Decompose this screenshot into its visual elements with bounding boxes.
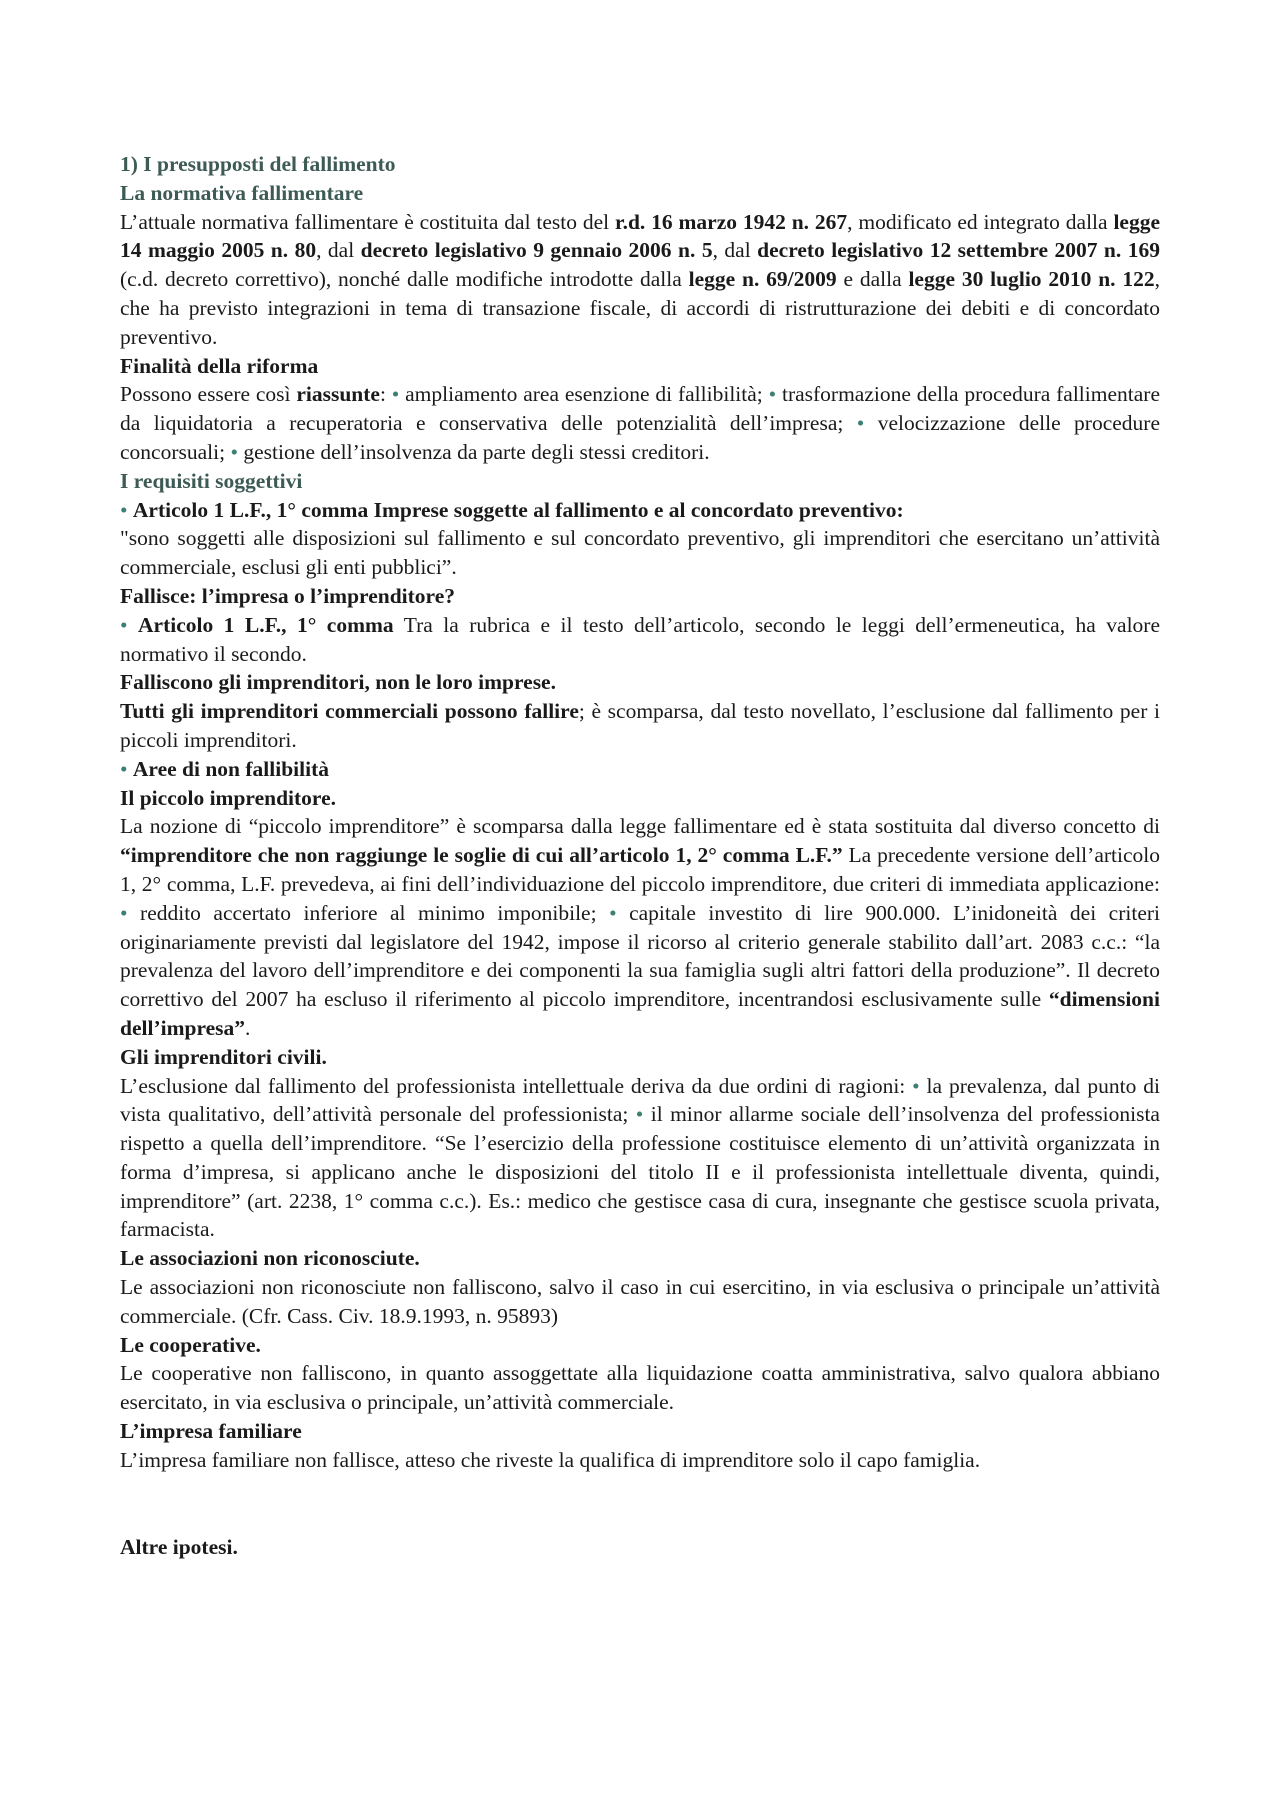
paragraph-familiare: L’impresa familiare non fallisce, atteso che riveste la qualifica di imprenditore solo il capo famiglia. bbox=[120, 1447, 981, 1472]
bullet-icon: • bbox=[230, 439, 238, 464]
paragraph-quote: "sono soggetti alle disposizioni sul fallimento e sul concordato preventivo, gli imprenditori che esercitano un’attività commerciale, esclusi gli enti pubblici”. bbox=[120, 526, 1160, 580]
bullet-icon: • bbox=[120, 497, 128, 522]
heading-normativa: La normativa fallimentare bbox=[120, 180, 364, 205]
paragraph-associazioni: Le associazioni non riconosciute non falliscono, salvo il caso in cui esercitino, in via esclusiva o principale un’attività commerciale. (Cfr. Cass. Civ. 18.9.1993, n. 95893) bbox=[120, 1275, 1160, 1328]
paragraph-piccolo: La nozione di “piccolo imprenditore” è scomparsa dalla legge fallimentare ed è stata sostituita dal diverso concetto di “imprenditore che non raggiunge le soglie di cui all’articolo 1, 2° comma L.F.” La precedente versione dell’articolo 1, 2° comma, L.F. prevedeva, ai fini dell’individuazione del piccolo imprenditore, due criteri di immediata applicazione: • reddito accertato inferiore al minimo imponibile; • capitale investito di lire 900.000. L’inidoneità dei criteri originariamente previsti dal legislatore del 1942, impose il ricorso al criterio generale stabilito dall’art. 2083 c.c.: “la prevalenza del lavoro dell’imprenditore e dei componenti la sua famiglia sugli altri fattori della produzione”. Il decreto correttivo del 2007 ha escluso il riferimento al piccolo imprenditore, incentrandosi esclusivamente sulle “dimensioni dell’impresa”. bbox=[120, 814, 1160, 1040]
bullet-icon: • bbox=[391, 382, 400, 407]
heading-finalita: Finalità della riforma bbox=[120, 353, 319, 378]
paragraph-aree: • Aree di non fallibilità bbox=[120, 756, 330, 781]
heading-altre: Altre ipotesi. bbox=[120, 1534, 238, 1559]
spacer bbox=[120, 1475, 1160, 1533]
paragraph-articolo-1b: • Articolo 1 L.F., 1° comma Tra la rubrica e il testo dell’articolo, secondo le leggi dell’ermeneutica, ha valore normativo il secondo. bbox=[120, 612, 1160, 666]
heading-familiare: L’impresa familiare bbox=[120, 1419, 302, 1444]
bullet-icon: • bbox=[768, 382, 777, 407]
bullet-icon: • bbox=[120, 612, 128, 637]
bullet-icon: • bbox=[120, 900, 128, 925]
heading-falliscono: Falliscono gli imprenditori, non le loro imprese. bbox=[120, 670, 556, 695]
paragraph-tutti: Tutti gli imprenditori commerciali possono fallire; è scomparsa, dal testo novellato, l’esclusione dal fallimento per i piccoli imprenditori. bbox=[120, 699, 1160, 752]
paragraph-finalita: Possono essere così riassunte: • ampliamento area esenzione di fallibilità; • trasformazione della procedura fallimentare da liquidatoria a recuperatoria e conservativa delle potenzialità dell’impresa; • velocizzazione delle procedure concorsuali; • gestione dell’insolvenza da parte degli stessi creditori. bbox=[120, 382, 1160, 464]
paragraph-civili: L’esclusione dal fallimento del professionista intellettuale deriva da due ordini di ragioni: • la prevalenza, dal punto di vista qualitativo, dell’attività personale del professionista; • il minor allarme sociale dell’insolvenza del professionista rispetto a quella dell’imprenditore. “Se l’esercizio della professione costituisce elemento di un’attività organizzata in forma d’impresa, si applicano anche le disposizioni del titolo II e il professionista intellettuale diventa, quindi, imprenditore” (art. 2238, 1° comma c.c.). Es.: medico che gestisce casa di cura, insegnante che gestisce scuola privata, farmacista. bbox=[120, 1073, 1160, 1242]
heading-associazioni: Le associazioni non riconosciute. bbox=[120, 1246, 420, 1271]
paragraph-normativa: L’attuale normativa fallimentare è costituita dal testo del r.d. 16 marzo 1942 n. 267, modificato ed integrato dalla legge 14 maggio 2005 n. 80, dal decreto legislativo 9 gennaio 2006 n. 5, dal decreto legislativo 12 settembre 2007 n. 169 (c.d. decreto correttivo), nonché dalle modifiche introdotte dalla legge n. 69/2009 e dalla legge 30 luglio 2010 n. 122, che ha previsto integrazioni in tema di transazione fiscale, di accordi di ristrutturazione dei debiti e di concordato preventivo. bbox=[120, 209, 1160, 349]
bullet-icon: • bbox=[120, 756, 128, 781]
bullet-icon: • bbox=[856, 411, 865, 436]
heading-civili: Gli imprenditori civili. bbox=[120, 1044, 327, 1069]
heading-fallisce: Fallisce: l’impresa o l’imprenditore? bbox=[120, 583, 455, 608]
section-heading: 1) I presupposti del fallimento bbox=[120, 152, 396, 176]
bullet-icon: • bbox=[912, 1073, 920, 1098]
heading-piccolo: Il piccolo imprenditore. bbox=[120, 785, 336, 810]
paragraph-cooperative: Le cooperative non falliscono, in quanto assoggettate alla liquidazione coatta amministrativa, salvo qualora abbiano esercitato, in via esclusiva o principale, un’attività commerciale. bbox=[120, 1361, 1160, 1415]
paragraph-articolo-1: • Articolo 1 L.F., 1° comma Imprese soggette al fallimento e al concordato preventivo: bbox=[120, 497, 904, 522]
document-page bbox=[120, 150, 1160, 1561]
heading-cooperative: Le cooperative. bbox=[120, 1332, 261, 1357]
bullet-icon: • bbox=[609, 900, 617, 925]
bullet-icon: • bbox=[635, 1102, 644, 1127]
heading-requisiti: I requisiti soggettivi bbox=[120, 468, 303, 493]
